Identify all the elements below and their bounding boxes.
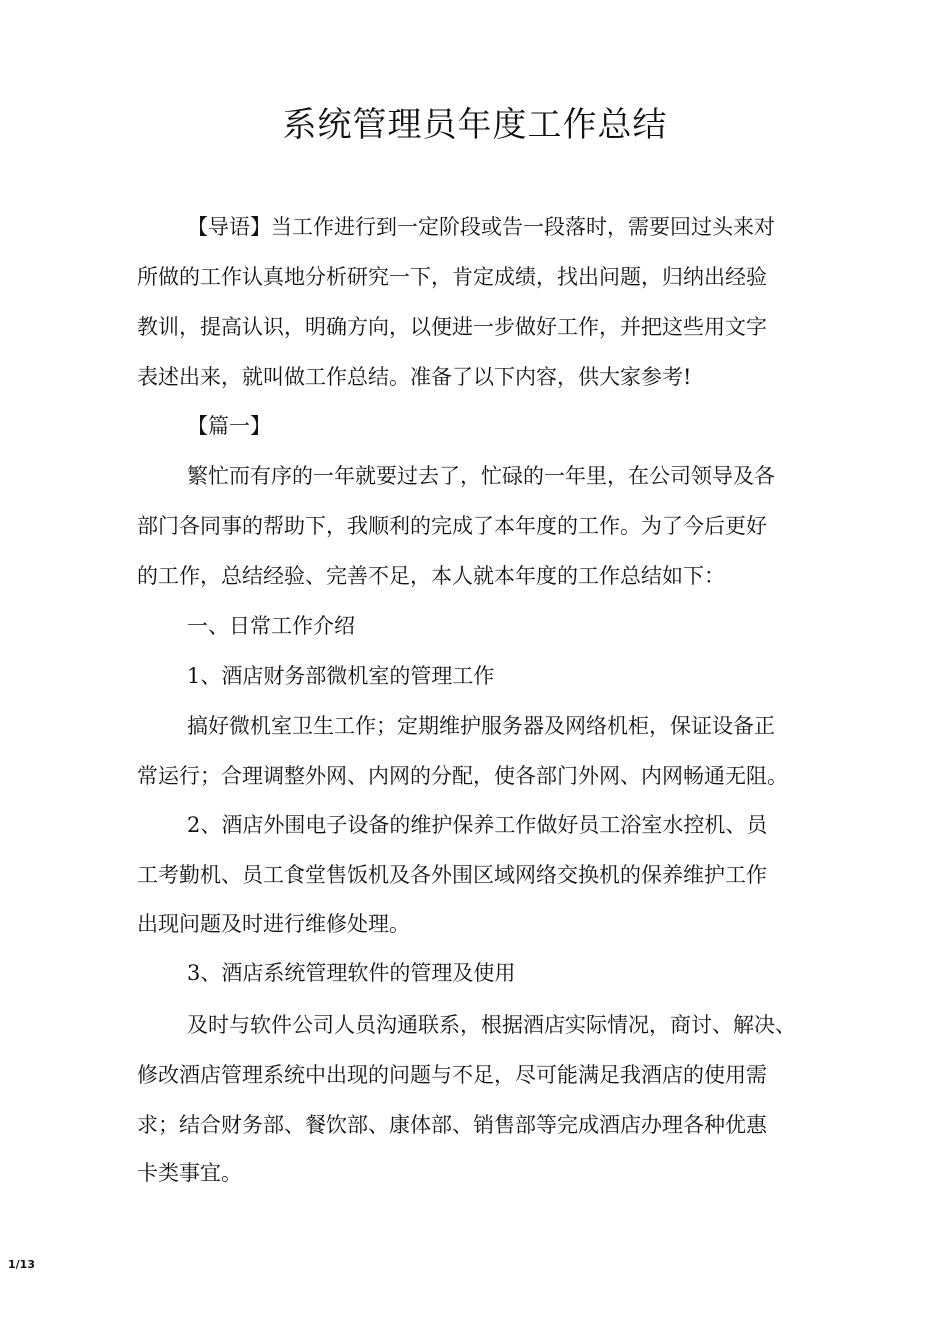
paragraph-line: 出现问题及时进行维修处理。 xyxy=(137,912,410,936)
section-heading: 【篇一】 xyxy=(187,414,271,438)
paragraph-line: 卡类事宜。 xyxy=(137,1161,242,1185)
paragraph-line: 繁忙而有序的一年就要过去了，忙碌的一年里，在公司领导及各 xyxy=(187,464,775,488)
subsection-heading: 3、酒店系统管理软件的管理及使用 xyxy=(187,961,516,985)
paragraph-line: 搞好微机室卫生工作；定期维护服务器及网络机柜，保证设备正 xyxy=(187,714,775,738)
paragraph-line: 部门各同事的帮助下，我顺利的完成了本年度的工作。为了今后更好 xyxy=(137,514,767,538)
paragraph-line: 常运行；合理调整外网、内网的分配，使各部门外网、内网畅通无阻。 xyxy=(137,764,788,788)
paragraph-line: 工考勤机、员工食堂售饭机及各外围区域网络交换机的保养维护工作 xyxy=(137,863,767,887)
paragraph-line: 教训，提高认识，明确方向，以便进一步做好工作，并把这些用文字 xyxy=(137,315,767,339)
document-title: 系统管理员年度工作总结 xyxy=(282,105,668,145)
paragraph-line: 所做的工作认真地分析研究一下，肯定成绩，找出问题，归纳出经验 xyxy=(137,265,767,289)
paragraph-line: 2、酒店外围电子设备的维护保养工作做好员工浴室水控机、员 xyxy=(187,813,768,837)
paragraph-line: 求；结合财务部、餐饮部、康体部、销售部等完成酒店办理各种优惠 xyxy=(137,1113,767,1137)
paragraph-line: 及时与软件公司人员沟通联系，根据酒店实际情况，商讨、解决、 xyxy=(187,1013,796,1037)
paragraph-line: 的工作，总结经验、完善不足，本人就本年度的工作总结如下： xyxy=(137,564,725,588)
section-heading: 一、日常工作介绍 xyxy=(187,614,355,638)
paragraph-line: 【导语】当工作进行到一定阶段或告一段落时，需要回过头来对 xyxy=(187,215,775,239)
page-number: 1/13 xyxy=(8,1258,35,1271)
paragraph-line: 修改酒店管理系统中出现的问题与不足，尽可能满足我酒店的使用需 xyxy=(137,1063,767,1087)
paragraph-line: 表述出来，就叫做工作总结。准备了以下内容，供大家参考! xyxy=(137,365,692,389)
subsection-heading: 1、酒店财务部微机室的管理工作 xyxy=(187,664,495,688)
